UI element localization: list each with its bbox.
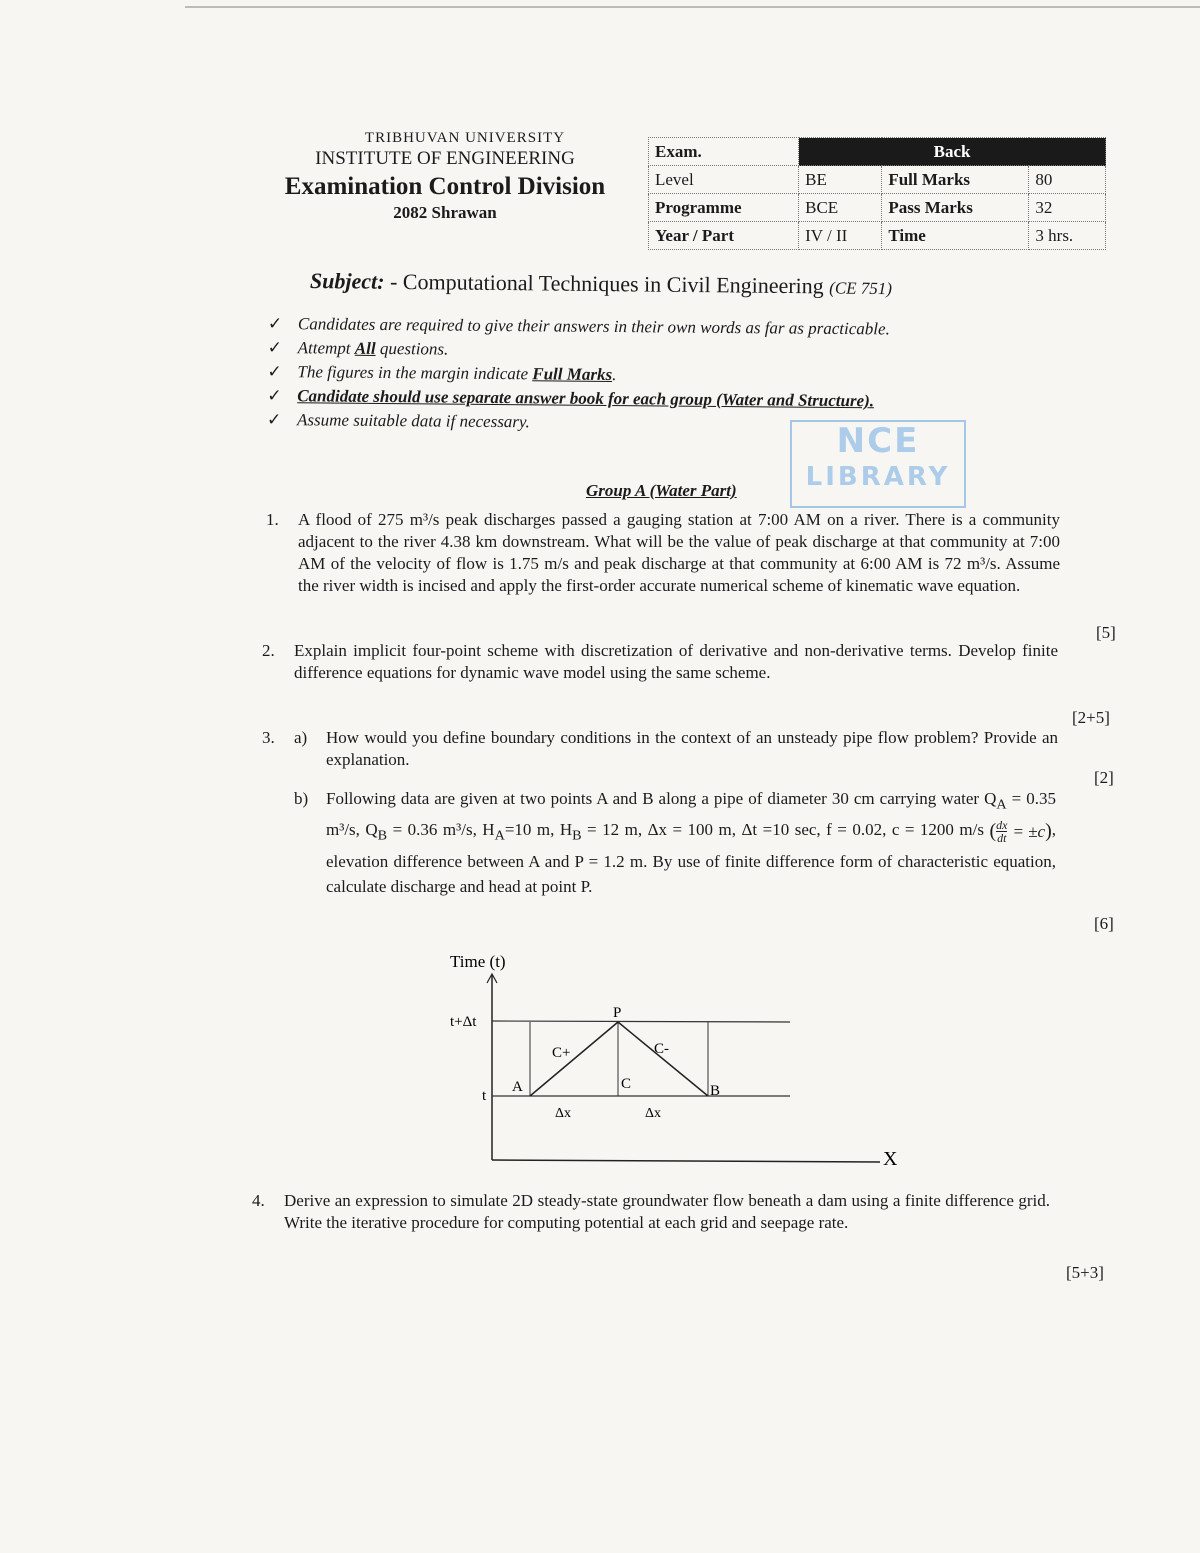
- question-sub-label: a): [294, 728, 308, 747]
- exam-label: Exam.: [649, 138, 799, 166]
- full-marks-value: 80: [1029, 166, 1106, 194]
- subject-label: Subject:: [309, 268, 385, 294]
- time-line-upper: [492, 1021, 790, 1022]
- formula-numerator: dx: [996, 818, 1008, 833]
- instruction-emphasis: Candidate should use separate answer book for each group (Water and Structure).: [297, 386, 875, 411]
- exam-value: Back: [799, 138, 1106, 166]
- instruction-emphasis: All: [354, 338, 376, 358]
- university-name: TRIBHUVAN UNIVERSITY: [364, 130, 566, 146]
- question-3b: [294, 786, 1057, 899]
- division-name: Examination Control Division: [284, 173, 606, 200]
- question-text: Following data are given at two points A and B along a pipe of diameter 30 cm carrying water Q: [326, 789, 997, 808]
- x-axis-label: X: [883, 1148, 898, 1170]
- stamp-line-2: LIBRARY: [805, 462, 951, 492]
- point-b-label: B: [710, 1083, 721, 1099]
- subscript: A: [996, 796, 1007, 813]
- year-part-label: Year / Part: [649, 222, 799, 250]
- question-number: 4.: [252, 1191, 265, 1210]
- question-4-marks: [5+3]: [1066, 1263, 1104, 1282]
- question-1: [266, 509, 1060, 597]
- question-3a-marks: [2]: [1094, 768, 1114, 787]
- characteristic-grid-figure: [440, 950, 910, 1180]
- question-1-marks: [5]: [1096, 623, 1116, 642]
- checkmark-icon: ✓: [267, 337, 283, 358]
- level-label: Level: [649, 166, 799, 194]
- level-value: BE: [799, 166, 882, 194]
- subject-dash: -: [389, 268, 398, 294]
- instruction-text: Candidates are required to give their answers in their own words as far as practicable.: [297, 314, 890, 339]
- point-a-label: A: [512, 1079, 523, 1095]
- subject-name: Computational Techniques in Civil Engineering: [402, 268, 824, 299]
- question-sub-label: b): [294, 789, 309, 808]
- group-title: Group A (Water Part): [586, 481, 737, 500]
- question-text: =10 m, H: [504, 820, 573, 840]
- checkmark-icon: ✓: [267, 385, 282, 406]
- instruction-emphasis: Full Marks: [532, 364, 613, 385]
- question-text: Derive an expression to simulate 2D steady-state groundwater flow beneath a dam using a finite difference grid. Write the iterative procedure for computing potential at each grid and seepage rate.: [284, 1191, 1050, 1232]
- c-plus-characteristic: [530, 1022, 618, 1096]
- question-text: = 0.36 m³/s, H: [387, 820, 495, 840]
- programme-value: BCE: [799, 194, 882, 222]
- y-axis-label: Time (t): [450, 952, 506, 971]
- question-text: , elevation difference between A and P = 1.2 m. By use of finite difference form of characteristic equation, calculate discharge and head at point P.: [326, 820, 1056, 896]
- exam-info-table: [648, 137, 1106, 250]
- instruction-text: Assume suitable data if necessary.: [296, 410, 530, 432]
- characteristic-formula: ( $\frac{dx}{dt}$ = ±c): [989, 818, 1052, 846]
- instruction-text: Attempt: [297, 338, 351, 358]
- institute-name: INSTITUTE OF ENGINEERING: [315, 148, 575, 169]
- dx-left-label: Δx: [555, 1106, 572, 1121]
- question-3a: [262, 727, 1058, 771]
- t-label: t: [482, 1088, 487, 1104]
- pass-marks-value: 32: [1029, 194, 1106, 222]
- question-text: How would you define boundary conditions in the context of an unsteady pipe flow problem? Provide an explanation.: [326, 728, 1058, 769]
- question-4: [252, 1190, 1050, 1234]
- question-text: = 0.35 m³/s, Q: [326, 789, 1057, 840]
- subscript: B: [572, 827, 582, 844]
- question-text: Explain implicit four-point scheme with discretization of derivative and non-derivative terms. Develop finite difference equations for dynamic wave model using the same scheme.: [294, 641, 1058, 682]
- question-text: = 12 m, Δx = 100 m, Δt =10 sec, f = 0.02, c = 1200 m/s: [581, 820, 990, 840]
- c-minus-characteristic: [618, 1022, 708, 1096]
- question-2-marks: [2+5]: [1072, 708, 1110, 727]
- formula-denominator: dt: [997, 831, 1007, 846]
- programme-label: Programme: [649, 194, 799, 222]
- question-number: 2.: [262, 641, 275, 660]
- question-2: [262, 640, 1058, 684]
- checkmark-icon: ✓: [267, 361, 282, 382]
- stamp-line-1: NCE: [836, 421, 920, 461]
- t-plus-dt-label: t+Δt: [450, 1014, 477, 1030]
- exam-header: [260, 130, 630, 223]
- c-minus-label: C-: [654, 1041, 669, 1057]
- question-number: 1.: [266, 510, 279, 529]
- subscript: B: [377, 827, 388, 844]
- time-label: Time: [882, 222, 1029, 250]
- subject-line: [310, 268, 892, 300]
- checkmark-icon: ✓: [267, 313, 283, 334]
- full-marks-label: Full Marks: [882, 166, 1029, 194]
- point-p-label: P: [613, 1005, 622, 1021]
- question-3b-marks: [6]: [1094, 914, 1114, 933]
- subscript: A: [494, 827, 505, 844]
- checkmark-icon: ✓: [266, 409, 282, 430]
- library-stamp: [790, 420, 966, 508]
- question-number: 3.: [262, 728, 275, 747]
- subject-code: (CE 751): [829, 278, 893, 299]
- year-part-value: IV / II: [799, 222, 882, 250]
- x-axis: [492, 1160, 880, 1162]
- formula-rhs: = ±c: [1012, 821, 1046, 841]
- exam-session: 2082 Shrawan: [393, 203, 497, 222]
- c-plus-label: C+: [552, 1045, 571, 1061]
- point-c-label: C: [621, 1076, 632, 1092]
- instruction-text: The figures in the margin indicate: [297, 362, 529, 384]
- dx-right-label: Δx: [645, 1106, 662, 1121]
- time-value: 3 hrs.: [1029, 222, 1106, 250]
- instruction-text: .: [612, 365, 617, 385]
- pass-marks-label: Pass Marks: [882, 194, 1029, 222]
- instruction-text: questions.: [379, 338, 449, 359]
- scan-edge-line: [185, 6, 1200, 8]
- question-text: A flood of 275 m³/s peak discharges passed a gauging station at 7:00 AM on a river. There is a community adjacent to the river 4.38 km downstream. What will be the value of peak discharge at that community at 7:00 AM of the velocity of flow is 1.75 m/s and peak discharge at that community at 6:00 AM is 72 m³/s. Assume the river width is incised and apply the first-order accurate numerical scheme of kinematic wave equation.: [298, 510, 1060, 595]
